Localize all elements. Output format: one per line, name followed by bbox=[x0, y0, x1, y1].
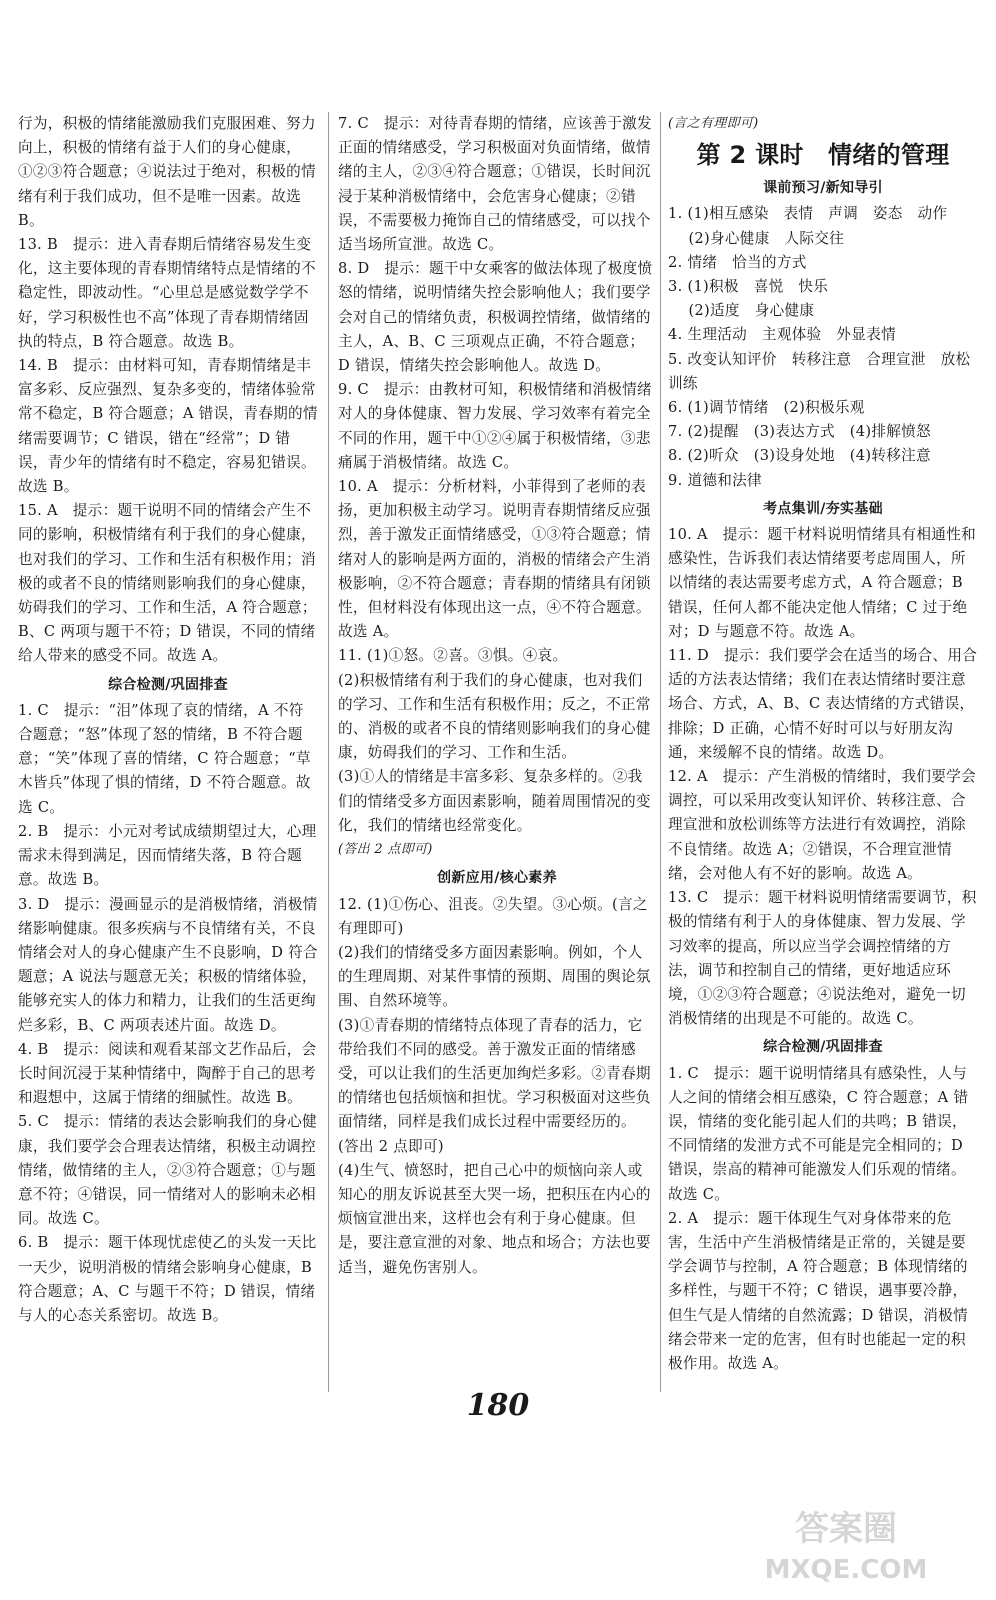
answer-item: (3)①人的情绪是丰富多彩、复杂多样的。②我们的情绪受多方面因素影响，随着周围情况的变化，我们的情绪也经常变化。 bbox=[338, 768, 651, 834]
answer-item: 13. C 提示：题干材料说明情绪需要调节，积极的情绪有利于人的身体健康、智力发展、学习效率的提高，所以应当学会调控情绪的方法，调节和控制自己的情绪，更好地适应环境，①②③符合题意；④说法绝对，避免一切消极情绪的出现是不可能的。故选 C。 bbox=[668, 889, 977, 1028]
answer-item: 11. (1)①怒。②喜。③惧。④哀。 bbox=[338, 647, 568, 665]
answer-item: (2)身心健康 人际交往 bbox=[688, 229, 845, 247]
answer-note: (言之有理即可) bbox=[668, 116, 759, 131]
section-heading: 创新应用/核心素养 bbox=[437, 870, 557, 887]
answer-item: (4)生气、愤怒时，把自己心中的烦恼向亲人或知心的朋友诉说甚至大哭一场，把积压在内心的烦恼宣泄出来，这样也会有利于身心健康。但是，要注意宣泄的对象、地点和场合；方法也要适当，避免伤害别人。 bbox=[338, 1161, 651, 1276]
section-heading: 综合检测/巩固排查 bbox=[763, 1039, 883, 1056]
column-divider bbox=[660, 112, 661, 1392]
answer-item: 5. 改变认知评价 转移注意 合理宣泄 放松训练 bbox=[668, 350, 971, 392]
answer-item: 9. 道德和法律 bbox=[668, 471, 762, 489]
answer-item: 1. (1)相互感染 表情 声调 姿态 动作 bbox=[668, 205, 948, 223]
answer-item: 6. (1)调节情绪 (2)积极乐观 bbox=[668, 399, 865, 417]
answer-item: 5. C 提示：情绪的表达会影响我们的身心健康，我们要学会合理表达情绪，积极主动调控情绪，做情绪的主人，②③符合题意；①与题意不符；④错误，同一情绪对人的影响未必相同。故选 C。 bbox=[18, 1113, 318, 1228]
section-heading: 综合检测/巩固排查 bbox=[108, 676, 228, 693]
answer-item: (2)适度 身心健康 bbox=[688, 302, 815, 320]
answer-item: 10. A 提示：题干材料说明情绪具有相通性和感染性，告诉我们表达情绪要考虑周围人，所以情绪的表达需要考虑方式，A 符合题意；B 错误，任何人都不能决定他人情绪；C 过于绝对；D 与题意不符。故选 A。 bbox=[668, 526, 976, 640]
answer-item: 14. B 提示：由材料可知，青春期情绪是丰富多彩、反应强烈、复杂多变的，情绪体验常常不稳定，B 符合题意；A 错误，青春期的情绪需要调节；C 错误，错在“经常”；D 错误，青少年的情绪有时不稳定，容易犯错误。故选 B。 bbox=[18, 357, 318, 496]
answer-item: 13. B 提示：进入青春期后情绪容易发生变化，这主要体现的青春期情绪特点是情绪的不稳定性，即波动性。“心里总是感觉数学学不好，学习积极性也不高”体现了青春期情绪固执的特点，B 符合题意。故选 B。 bbox=[18, 236, 316, 350]
answer-item: 10. A 提示：分析材料，小菲得到了老师的表扬，更加积极主动学习。说明青春期情绪反应强烈，善于激发正面情绪感受，①③符合题意；情绪对人的影响是两方面的，消极的情绪会产生消极影响，②不符合题意；青春期的情绪具有闭锁性，但材料没有体现出这一点，④不符合题意。故选 A。 bbox=[338, 478, 651, 641]
column-divider bbox=[328, 112, 329, 1392]
answer-note: (答出 2 点即可) bbox=[338, 842, 433, 858]
answer-item: 7. (2)提醒 (3)表达方式 (4)排解愤怒 bbox=[668, 423, 931, 441]
answer-item: 8. (2)听众 (3)设身处地 (4)转移注意 bbox=[668, 447, 931, 465]
column-left bbox=[18, 112, 318, 1328]
section-heading: 课前预习/新知导引 bbox=[763, 180, 883, 197]
answer-item: 2. B 提示：小元对考试成绩期望过大，心理需求未得到满足，因而情绪失落，B 符合题意。故选 B。 bbox=[18, 822, 317, 889]
answer-item: 3. D 提示：漫画显示的是消极情绪，消极情绪影响健康。很多疾病与不良情绪有关，不良情绪会对人的身心健康产生不良影响，D 符合题意；A 说法与题意无关；积极的情绪体验，能够充实人的体力和精力，让我们的生活更绚烂多彩，B、C 两项表述片面。故选 D。 bbox=[18, 895, 318, 1034]
watermark-logo-icon bbox=[716, 1500, 976, 1590]
svg-text:MXQE.COM: MXQE.COM bbox=[764, 1555, 928, 1585]
svg-text:答案圈: 答案圈 bbox=[795, 1509, 897, 1549]
answer-item: 8. D 提示：题干中女乘客的做法体现了极度愤怒的情绪，说明情绪失控会影响他人；我们要学会对自己的情绪负责，积极调控情绪，做情绪的主人，A、B、C 三项观点正确，不符合题意；D 错误，情绪失控会影响他人。故选 D。 bbox=[338, 260, 653, 375]
answer-item: 6. B 提示：题干体现忧虑使乙的头发一天比一天少，说明消极的情绪会影响身心健康，B 符合题意；A、C 与题干不符；D 错误，情绪与人的心态关系密切。故选 B。 bbox=[18, 1234, 317, 1324]
answer-item: 12. A 提示：产生消极的情绪时，我们要学会调控，可以采用改变认知评价、转移注意、合理宣泄和放松训练等方法进行有效调控，消除不良情绪。故选 A；②错误，不合理宣泄情绪，会对他人有不好的影响。故选 A。 bbox=[668, 768, 976, 882]
answer-item: 9. C 提示：由教材可知，积极情绪和消极情绪对人的身体健康、智力发展、学习效率有着完全不同的作用，题干中①②④属于积极情绪，③悲痛属于消极情绪。故选 C。 bbox=[338, 381, 652, 471]
answer-item: 4. B 提示：阅读和观看某部文艺作品后，会长时间沉浸于某种情绪中，陶醉于自己的思考和遐想中，这属于情绪的细腻性。故选 B。 bbox=[18, 1040, 317, 1107]
section-heading: 考点集训/夯实基础 bbox=[763, 500, 883, 517]
answer-item: 3. (1)积极 喜悦 快乐 bbox=[668, 278, 829, 296]
answer-item: (2)我们的情绪受多方面因素影响。例如，个人的生理周期、对某件事情的预期、周围的舆论氛围、自然环境等。 bbox=[338, 943, 651, 1010]
answer-item: 12. (1)①伤心、沮丧。②失望。③心烦。(言之有理即可) bbox=[338, 895, 648, 937]
answer-item: 行为，积极的情绪能激励我们克服困难、努力向上，积极的情绪有益于人们的身心健康，①②③符合题意；④说法过于绝对，积极的情绪有利于我们成功，但不是唯一因素。故选 B。 bbox=[18, 115, 316, 229]
answer-item: 4. 生理活动 主观体验 外显表情 bbox=[668, 326, 896, 344]
answer-item: 2. A 提示：题干体现生气对身体带来的危害，生活中产生消极情绪是正常的，关键是要学会调节与控制，A 符合题意；B 体现情绪的多样性，与题干不符；C 错误，遇事要冷静，但生气是人情绪的自然流露；D 错误，消极情绪会带来一定的危害，但有时也能起一定的积极作用。故选 A。 bbox=[668, 1209, 968, 1372]
answer-item: 2. 情绪 恰当的方式 bbox=[668, 253, 807, 271]
lesson-title: 第 2 课时 情绪的管理 bbox=[696, 141, 950, 170]
answer-item: 15. A 提示：题干说明不同的情绪会产生不同的影响，积极情绪有利于我们的身心健康，也对我们的学习、工作和生活有积极作用；消极的或者不良的情绪则影响我们的身心健康，妨碍我们的学习、工作和生活，A 符合题意；B、C 两项与题干不符；D 错误，不同的情绪给人带来的感受不同。故选 A。 bbox=[18, 502, 317, 665]
page-number: 180 bbox=[466, 1388, 530, 1423]
column-middle bbox=[338, 112, 656, 1280]
answer-item: 11. D 提示：我们要学会在适当的场合、用合适的方法表达情绪；我们在表达情绪时要注意场合、方式，A、B、C 表达情绪的方式错误，排除；D 正确，心情不好时可以与好朋友沟通，来缓解不良的情绪。故选 D。 bbox=[668, 647, 978, 761]
answer-item: (2)积极情绪有利于我们的身心健康，也对我们的学习、工作和生活有积极作用；反之，不正常的、消极的或者不良的情绪则影响我们的身心健康，妨碍我们的学习、工作和生活。 bbox=[338, 671, 651, 762]
answer-item: 7. C 提示：对待青春期的情绪，应该善于激发正面的情绪感受，学习积极面对负面情绪，做情绪的主人，②③④符合题意；①错误，长时间沉浸于某种消极情绪中，会危害身心健康；②错误，不需要极力掩饰自己的情绪感受，可以找个适当场所宣泄。故选 C。 bbox=[338, 115, 652, 254]
answer-item: 1. C 提示：“泪”体现了哀的情绪，A 不符合题意；“怒”体现了怒的情绪，B 不符合题意；“笑”体现了喜的情绪，C 符合题意；“草木皆兵”体现了惧的情绪，D 不符合题意。故选 C。 bbox=[18, 701, 311, 816]
column-right bbox=[668, 112, 978, 1376]
answer-item: (3)①青春期的情绪特点体现了青春的活力，它带给我们不同的感受。善于激发正面的情绪感受，可以让我们的生活更加绚烂多彩。②青春期的情绪也包括烦恼和担忧。学习积极面对这些负面情绪，同样是我们成长过程中需要经历的。(答出 2 点即可) bbox=[338, 1016, 651, 1155]
answer-item: 1. C 提示：题干说明情绪具有感染性，人与人之间的情绪会相互感染，C 符合题意；A 错误，情绪的变化能引起人们的共鸣；B 错误，不同情绪的发泄方式不可能是完全相同的；D 错误，崇高的精神可能激发人们乐观的情绪。故选 C。 bbox=[668, 1064, 969, 1203]
